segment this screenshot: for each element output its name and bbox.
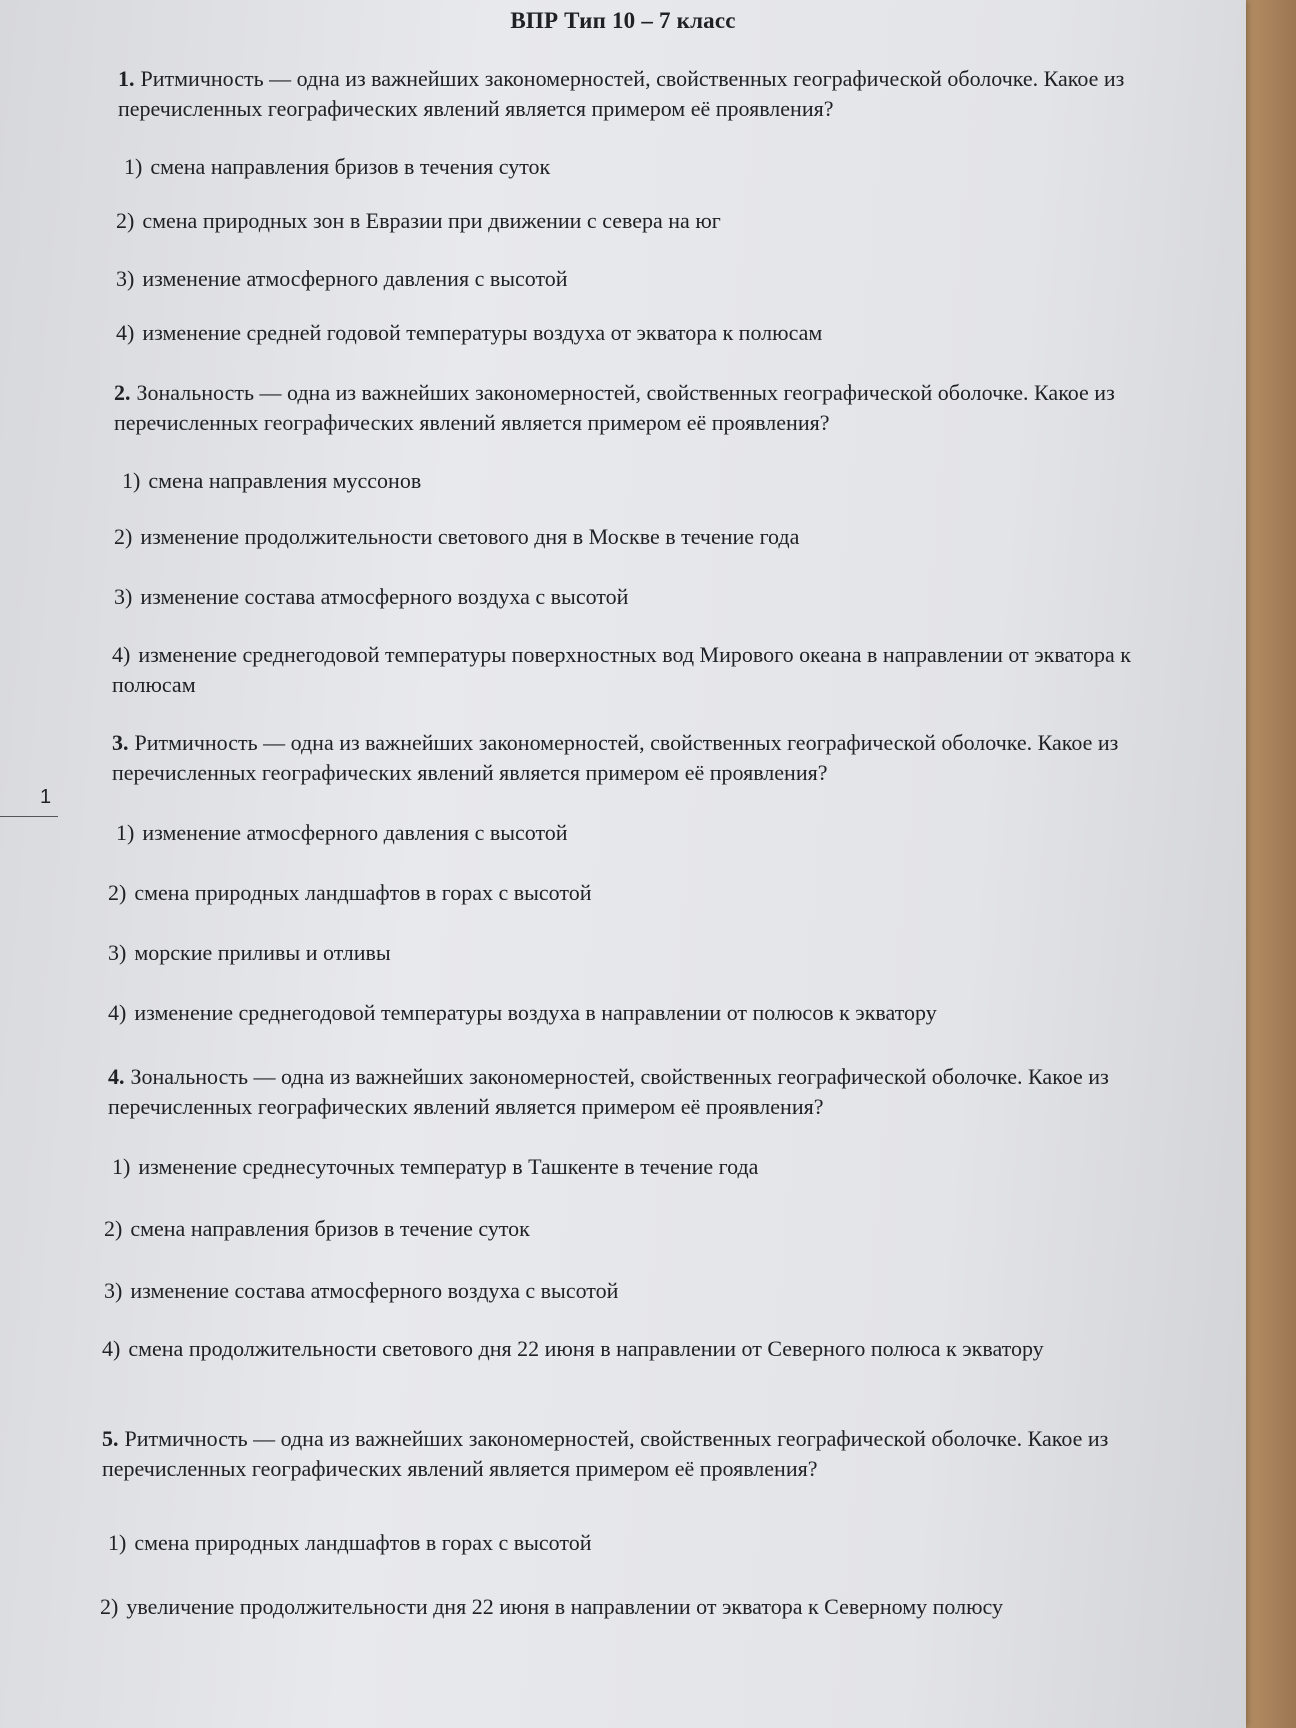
question-3-option-1 — [116, 818, 1176, 848]
option-text: изменение атмосферного давления с высотой — [142, 820, 568, 845]
option-number: 4) — [116, 320, 135, 345]
question-2-option-3 — [114, 582, 1174, 612]
question-2 — [114, 378, 1194, 438]
question-3-option-4 — [108, 998, 1168, 1028]
question-1 — [118, 64, 1198, 124]
option-text: смена продолжительности светового дня 22 июня в направлении от Северного полюса к экватору — [128, 1336, 1044, 1361]
question-4-option-3 — [104, 1276, 1164, 1306]
option-number: 2) — [108, 880, 127, 905]
option-text: изменение средней годовой температуры воздуха от экватора к полюсам — [142, 320, 823, 345]
option-number: 2) — [116, 208, 135, 233]
option-number: 1) — [124, 154, 143, 179]
option-number: 2) — [100, 1594, 119, 1619]
option-text: смена природных ландшафтов в горах с высотой — [134, 1530, 592, 1555]
question-number: 2. — [114, 380, 131, 405]
question-3 — [112, 728, 1192, 788]
question-number: 1. — [118, 66, 135, 91]
question-2-option-1 — [122, 466, 1182, 496]
question-2-option-2 — [114, 522, 1174, 552]
option-text: изменение среднегодовой температуры поверхностных вод Мирового океана в направлении от экватора к полюсам — [112, 642, 1131, 697]
question-4-option-2 — [104, 1214, 1164, 1244]
question-text: Ритмичность — одна из важнейших закономерностей, свойственных географической оболочке. Какое из перечисленных географических явлений является примером её проявления? — [112, 730, 1119, 785]
question-3-option-3 — [108, 938, 1168, 968]
question-number: 5. — [102, 1426, 119, 1451]
option-number: 1) — [112, 1154, 131, 1179]
option-text: изменение среднегодовой температуры воздуха в направлении от полюсов к экватору — [134, 1000, 937, 1025]
option-number: 4) — [112, 642, 131, 667]
question-4-option-4 — [102, 1334, 1102, 1364]
question-text: Ритмичность — одна из важнейших закономерностей, свойственных географической оболочке. Какое из перечисленных географических явлений является примером её проявления? — [102, 1426, 1109, 1481]
question-number: 3. — [112, 730, 129, 755]
question-5-option-2 — [100, 1592, 1230, 1622]
question-number: 4. — [108, 1064, 125, 1089]
option-text: изменение среднесуточных температур в Ташкенте в течение года — [138, 1154, 759, 1179]
option-number: 3) — [108, 940, 127, 965]
option-text: изменение продолжительности светового дня в Москве в течение года — [140, 524, 800, 549]
option-number: 1) — [108, 1530, 127, 1555]
option-number: 4) — [108, 1000, 127, 1025]
option-text: изменение атмосферного давления с высотой — [142, 266, 568, 291]
option-number: 4) — [102, 1336, 121, 1361]
option-text: изменение состава атмосферного воздуха с высотой — [130, 1278, 619, 1303]
option-text: смена природных ландшафтов в горах с высотой — [134, 880, 592, 905]
page-title: ВПР Тип 10 – 7 класс — [510, 8, 736, 33]
option-number: 1) — [122, 468, 141, 493]
question-5 — [102, 1424, 1202, 1484]
question-1-option-4 — [116, 318, 1176, 348]
option-text: смена направления бризов в течение суток — [130, 1216, 530, 1241]
option-text: смена направления бризов в течения суток — [150, 154, 551, 179]
question-5-option-1 — [108, 1528, 1168, 1558]
option-text: изменение состава атмосферного воздуха с высотой — [140, 584, 629, 609]
option-text: увеличение продолжительности дня 22 июня в направлении от экватора к Северному полюсу — [126, 1594, 1004, 1619]
question-text: Ритмичность — одна из важнейших закономерностей, свойственных географической оболочке. Какое из перечисленных географических явлений является примером её проявления? — [118, 66, 1125, 121]
question-1-option-1 — [124, 152, 1184, 182]
option-text: морские приливы и отливы — [134, 940, 391, 965]
option-text: смена природных зон в Евразии при движении с севера на юг — [142, 208, 721, 233]
question-3-option-2 — [108, 878, 1168, 908]
question-text: Зональность — одна из важнейших закономерностей, свойственных географической оболочке. Какое из перечисленных географических явлений является примером её проявления? — [114, 380, 1115, 435]
option-number: 1) — [116, 820, 135, 845]
option-number: 2) — [114, 524, 133, 549]
page-number-divider — [0, 816, 58, 817]
option-number: 3) — [104, 1278, 123, 1303]
option-number: 3) — [116, 266, 135, 291]
question-4 — [108, 1062, 1188, 1122]
question-1-option-2 — [116, 206, 1176, 236]
option-number: 2) — [104, 1216, 123, 1241]
question-4-option-1 — [112, 1152, 1172, 1182]
question-1-option-3 — [116, 264, 1176, 294]
question-2-option-4 — [112, 640, 1172, 700]
page-number: 1 — [40, 786, 52, 808]
question-text: Зональность — одна из важнейших закономерностей, свойственных географической оболочке. Какое из перечисленных географических явлений является примером её проявления? — [108, 1064, 1109, 1119]
option-text: смена направления муссонов — [148, 468, 422, 493]
option-number: 3) — [114, 584, 133, 609]
